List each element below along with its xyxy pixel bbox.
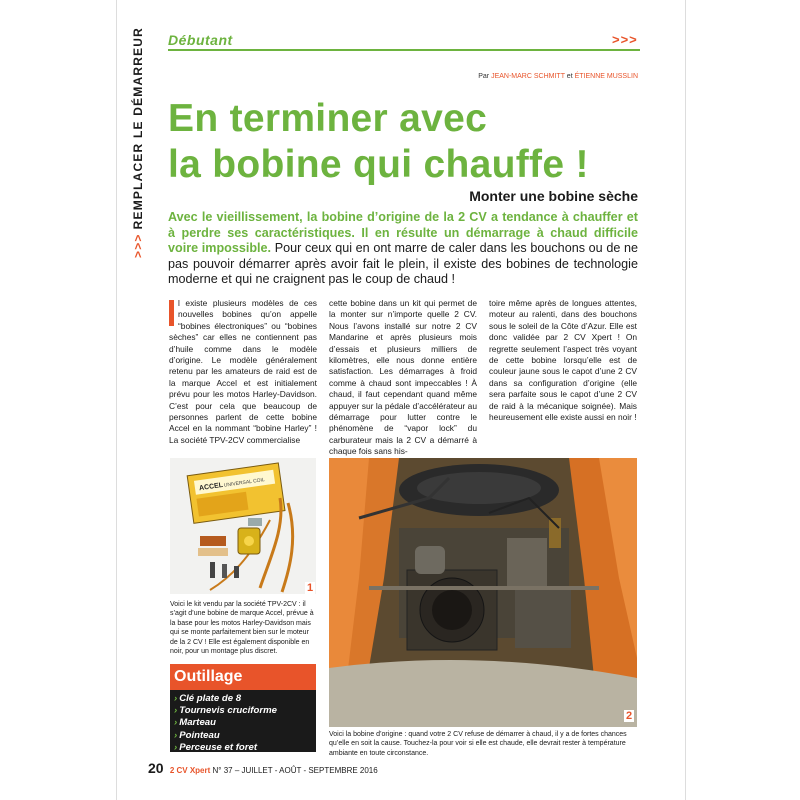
dropcap-bar: [169, 300, 174, 326]
figure-2-caption: Voici la bobine d’origine : quand votre 2 CV refuse de démarrer à chaud, il y a de fortes chances qu’elle en soit la cause. Touchez-la pour voir si elle est chaude, elle devrait rester à température ambiante en toute circonstance.: [329, 731, 627, 757]
top-rule: [168, 49, 640, 51]
body-column-2: cette bobine dans un kit qui permet de la monter sur n’importe quelle 2 CV. Nous l’avons installé sur notre 2 CV Mandarine et après plusieurs mois d’essais et plusieurs milliers de kilomètres, elle nous donne entière satisfaction. Les démarrages à froid comme à chaud sont impeccables ! À chaud, il faut cependant quand même appuyer sur la pédale d’accélérateur au démarrage pour lutter contre le phénomène de “vapor lock” du carburateur mais la 2 CV a démarré à chaque fois sans his-: [329, 298, 477, 457]
page-footer: [148, 760, 378, 776]
title-line-2: la bobine qui chauffe !: [168, 143, 589, 186]
vertical-label-text: REMPLACER LE DÉMARREUR: [131, 26, 145, 230]
tool-item: › Pointeau: [174, 729, 220, 741]
page-number: 20: [148, 760, 164, 776]
article-title: [168, 96, 589, 188]
title-line-1: En terminer avec: [168, 97, 488, 140]
body-column-3: toire même après de longues attentes, moteur au ralenti, dans des bouchons sous le soleil de la Côte d’Azur. Elle est donc validée par 2 CV Xpert ! On regrette seulement l’aspect très voyant de cette bobine lorsqu’elle est de couleur jaune sous le capot d’une 2 CV dans sa configuration d’origine (elle sera parfaite sous le capot d’une 2 CV de raid à la mécanique soignée). Mais heureusement elle existe aussi en noir !: [489, 298, 637, 423]
author-name-1: JEAN-MARC SCHMITT: [491, 73, 565, 80]
lead-normal: Pour ceux qui en ont marre de caler dans les bouchons ou de ne pas pouvoir démarrer après avoir fait le plein, il existe des bobines de technologie moderne et qui ne craignent pas le coup de chaud !: [168, 241, 638, 286]
body-column-1: [169, 298, 317, 446]
tools-box: [170, 664, 316, 752]
coil-kit-photo: [170, 458, 316, 594]
vertical-section-label: [131, 27, 145, 258]
figure-1-number: 1: [307, 582, 314, 594]
magazine-name: 2 CV Xpert: [169, 766, 211, 775]
chevrons-top: >>>: [612, 32, 638, 47]
column-1-text: l existe plusieurs modèles de ces nouvelles bobines qu’on appelle “bobines électroniques” ou “bobines sèches” car elles ne contiennent pas d’huile comme dans le modèle d’origine. Le modèle généralement retenu par les amateurs de raid est de la marque Accel et est initialement prévu pour les motos Harley-Davidson. C’est pour cela que beaucoup de personnes parlent de cette bobine Accel en la nommant “bobine Harley” ! La société TPV-2CV commercialise: [169, 298, 317, 445]
article-subtitle: Monter une bobine sèche: [469, 188, 638, 204]
tool-item: › Marteau: [174, 717, 216, 729]
svg-text:ACCEL: ACCEL: [198, 481, 224, 493]
authors-prefix: Par: [478, 73, 490, 80]
figure-2-number: 2: [626, 710, 633, 722]
engine-bay-illustration: [329, 458, 637, 727]
section-tag: Débutant: [168, 32, 233, 48]
vertical-chevrons: >>>: [131, 233, 145, 258]
tool-item: › Clé plate de 8: [174, 693, 242, 704]
authors: [478, 73, 638, 80]
figure-1-caption: Voici le kit vendu par la société TPV-2CV : il s’agit d’une bobine de marque Accel, prévue à la base pour les motos Harley-Davidson mais qui se monte parfaitement bien sur le moteur de la 2 CV ! Elle est également disponible en noir, pour un montage plus discret.: [170, 601, 314, 656]
tools-list: [170, 693, 316, 754]
article-lead: [168, 210, 638, 288]
svg-text:UNIVERSAL COIL: UNIVERSAL COIL: [223, 477, 266, 489]
lead-bold: Avec le vieillissement, la bobine d’origine de la 2 CV a tendance à chauffer et à perdre ses caractéristiques. Il en résulte un démarrage à chaud difficile voire impossible.: [168, 210, 638, 255]
engine-bay-photo: [329, 458, 637, 727]
author-name-2: ÉTIENNE MUSSLIN: [574, 73, 638, 80]
tool-item: › Tournevis cruciforme: [174, 705, 277, 717]
tools-heading: Outillage: [170, 664, 316, 690]
coil-kit-illustration: [170, 458, 316, 594]
issue-info: N° 37 – JUILLET - AOÛT - SEPTEMBRE 2016: [212, 766, 378, 775]
tool-item: › Perceuse et foret: [174, 741, 258, 753]
authors-and: et: [566, 73, 573, 80]
